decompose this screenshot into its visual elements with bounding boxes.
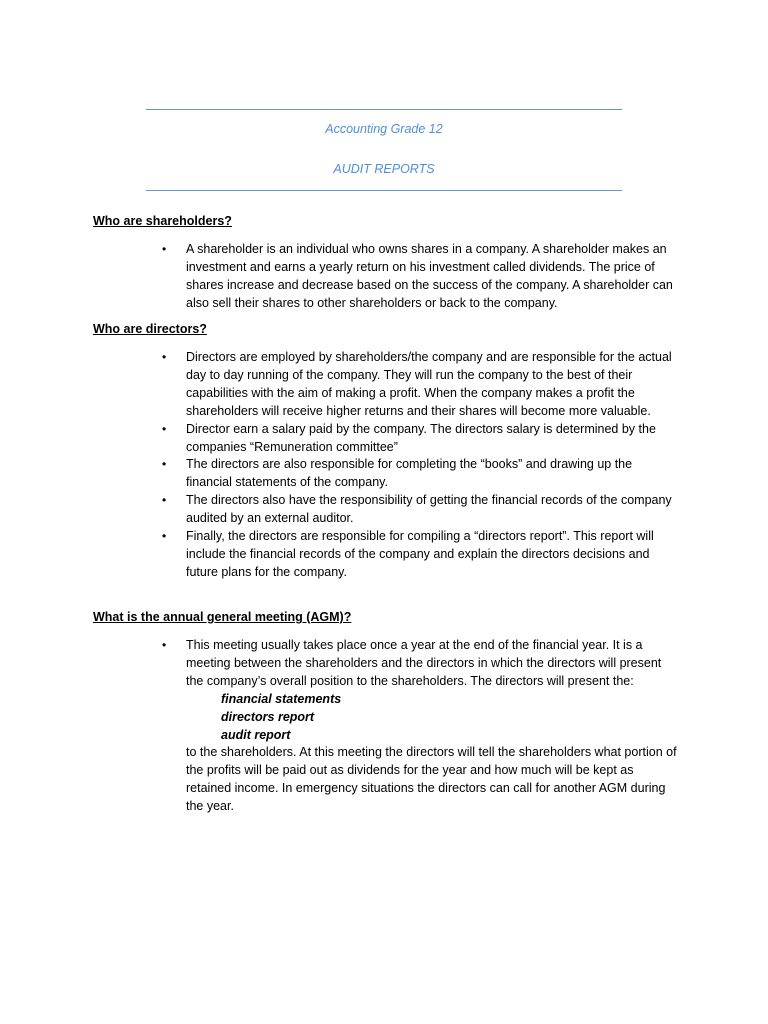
document-subject: Accounting Grade 12 (325, 122, 443, 136)
document-topic: AUDIT REPORTS (333, 162, 435, 176)
shareholders-list (162, 241, 678, 313)
list-item-text: Director earn a salary paid by the company. The directors salary is determined by the companies “Remuneration committee” (186, 421, 656, 454)
list-item (162, 456, 678, 492)
section-heading-directors: Who are directors? (93, 322, 207, 336)
bullet-icon: • (162, 529, 167, 544)
bullet-icon: • (162, 638, 167, 652)
list-item-text: Directors are employed by shareholders/the company and are responsible for the actual day to day running of the company. They will run the company to the best of their capabilities with the aim of making a profit. When the company makes a profit the shareholders will receive higher returns and their shares will become more valuable. (186, 350, 672, 418)
directors-list (162, 349, 678, 582)
list-item (162, 241, 678, 313)
section-heading-shareholders: Who are shareholders? (93, 214, 232, 228)
agm-outro-text: to the shareholders. At this meeting the directors will tell the shareholders what portion of the profits will be paid out as dividends for the year and how much will be kept as retained income. In emergency situations the directors can call for another AGM during the year. (186, 745, 677, 814)
bullet-icon: • (162, 350, 167, 364)
list-item (162, 349, 678, 421)
agm-item-audit-report: audit report (221, 727, 291, 742)
bullet-icon: • (162, 242, 167, 256)
list-item-text: A shareholder is an individual who owns shares in a company. A shareholder makes an investment and earns a yearly return on his investment called dividends. The price of shares increase and decrease based on the success of the company. A shareholder can also sell their shares to other shareholders or back to the company. (186, 242, 673, 310)
agm-item-financial-statements: financial statements (221, 691, 342, 706)
header-rule-top (146, 109, 622, 110)
list-item (162, 421, 678, 457)
list-item-text: The directors are also responsible for completing the “books” and drawing up the financial statements of the company. (186, 457, 633, 490)
list-item (162, 637, 678, 816)
bullet-icon: • (162, 493, 167, 508)
agm-report-items (186, 691, 678, 745)
section-heading-agm: What is the annual general meeting (AGM)? (93, 610, 352, 624)
agm-list (162, 637, 678, 816)
list-item-text: Finally, the directors are responsible for compiling a “directors report”. This report will include the financial records of the company and explain the directors decisions and future plans for the company. (186, 529, 654, 579)
agm-item-directors-report: directors report (221, 709, 315, 724)
list-item-text: The directors also have the responsibility of getting the financial records of the company audited by an external auditor. (186, 493, 672, 526)
bullet-icon: • (162, 457, 167, 472)
header-rule-bottom (146, 190, 622, 191)
bullet-icon: • (162, 421, 167, 436)
list-item (162, 492, 678, 528)
list-item (162, 528, 678, 582)
agm-intro-text: This meeting usually takes place once a year at the end of the financial year. It is a meeting between the shareholders and the directors in which the directors will present the company’s overall position to the shareholders. The directors will present the: (186, 638, 662, 688)
